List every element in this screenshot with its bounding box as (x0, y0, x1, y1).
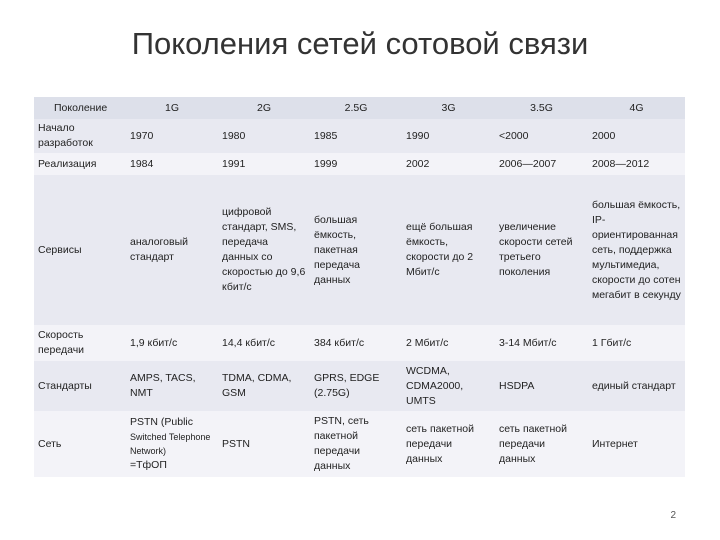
table-cell: аналоговый стандарт (126, 175, 218, 325)
table-cell: сеть пакетной передачи данных (402, 411, 495, 477)
table-cell: 1980 (218, 119, 310, 153)
header-cell-generation: Поколение (34, 97, 126, 119)
row-label: Реализация (34, 153, 126, 175)
table-row-services (34, 175, 685, 325)
network-1g-line: PSTN (Public (130, 416, 194, 428)
generations-table (34, 97, 685, 477)
header-cell-2-5g: 2.5G (310, 97, 402, 119)
table-cell: 1984 (126, 153, 218, 175)
table-cell: 1990 (402, 119, 495, 153)
table-cell: GPRS, EDGE (2.75G) (310, 361, 402, 411)
slide-title: Поколения сетей сотовой связи (131, 26, 589, 61)
table-cell: сеть пакетной передачи данных (495, 411, 588, 477)
table-row-network (34, 411, 685, 477)
page-number: 2 (670, 510, 676, 521)
table-cell: 1970 (126, 119, 218, 153)
table-row-transfer-speed (34, 325, 685, 361)
table-cell: PSTN (218, 411, 310, 477)
table-cell: 1 Гбит/с (588, 325, 685, 361)
network-1g-line-small: Switched Telephone Network) (130, 432, 211, 456)
table-cell: <2000 (495, 119, 588, 153)
table-cell: 1,9 кбит/с (126, 325, 218, 361)
row-label: Сервисы (34, 175, 126, 325)
table-cell: 1991 (218, 153, 310, 175)
table-cell: 2008—2012 (588, 153, 685, 175)
table-cell: 2006—2007 (495, 153, 588, 175)
table-cell: PSTN, сеть пакетной передачи данных (310, 411, 402, 477)
table-cell: HSDPA (495, 361, 588, 411)
table-cell: 2 Мбит/с (402, 325, 495, 361)
table-cell: большая ёмкость, IP-ориентированная сеть, поддержка мультимедиа, скорости до сотен мегабит в секунду (588, 175, 685, 325)
table-header-row (34, 97, 685, 119)
table-cell: Интернет (588, 411, 685, 477)
header-cell-4g: 4G (588, 97, 685, 119)
table-cell: AMPS, TACS, NMT (126, 361, 218, 411)
table-cell: TDMA, CDMA, GSM (218, 361, 310, 411)
row-label: Начало разработок (34, 119, 126, 153)
table-cell: 2000 (588, 119, 685, 153)
header-cell-1g: 1G (126, 97, 218, 119)
row-label: Сеть (34, 411, 126, 477)
table-cell: 3-14 Мбит/с (495, 325, 588, 361)
table-cell: большая ёмкость, пакетная передача данных (310, 175, 402, 325)
table-cell: 1985 (310, 119, 402, 153)
table-row-implementation (34, 153, 685, 175)
row-label: Скорость передачи (34, 325, 126, 361)
header-cell-3g: 3G (402, 97, 495, 119)
table-cell: увеличение скорости сетей третьего поколения (495, 175, 588, 325)
table-cell-network-1g (126, 411, 218, 477)
table-cell: единый стандарт (588, 361, 685, 411)
table-cell: WCDMA, CDMA2000, UMTS (402, 361, 495, 411)
table-cell: 1999 (310, 153, 402, 175)
header-cell-2g: 2G (218, 97, 310, 119)
table-cell: ещё большая ёмкость, скорости до 2 Мбит/с (402, 175, 495, 325)
table-row-standards (34, 361, 685, 411)
table-row-development-start (34, 119, 685, 153)
network-1g-line: =ТфОП (130, 459, 167, 471)
table-cell: 2002 (402, 153, 495, 175)
table-cell: 384 кбит/с (310, 325, 402, 361)
row-label: Стандарты (34, 361, 126, 411)
table-cell: цифровой стандарт, SMS, передача данных со скоростью до 9,6 кбит/с (218, 175, 310, 325)
table-cell: 14,4 кбит/с (218, 325, 310, 361)
header-cell-3-5g: 3.5G (495, 97, 588, 119)
